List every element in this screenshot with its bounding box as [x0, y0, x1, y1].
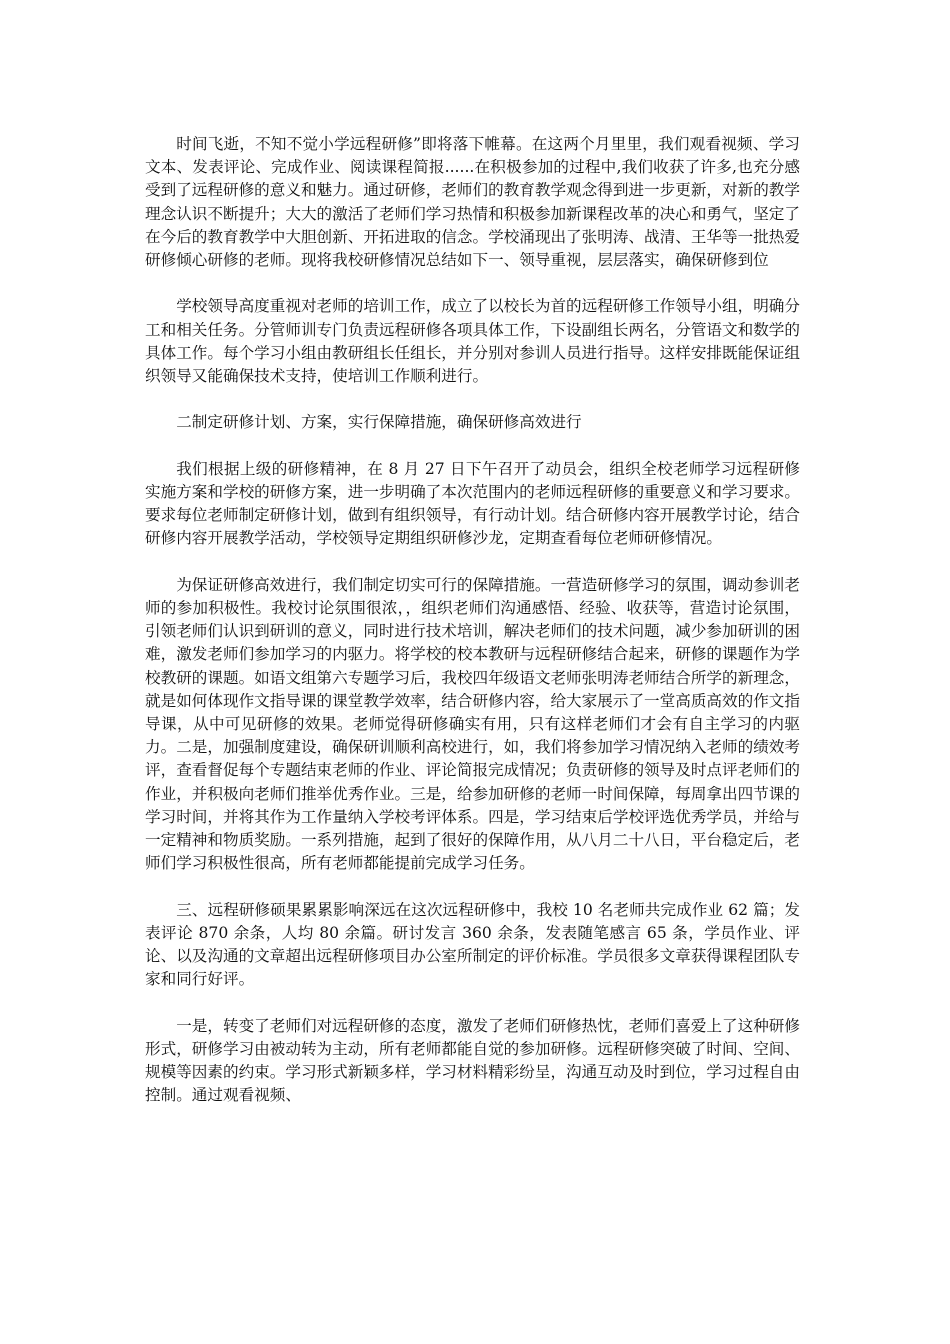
paragraph-leadership: 学校领导高度重视对老师的培训工作，成立了以校长为首的远程研修工作领导小组，明确分工和相关任务。分管师训专门负责远程研修各项具体工作，下设副组长两名，分管语文和数学的具体工作。每个学习小组由教研组长任组长，并分别对参训人员进行指导。这样安排既能保证组织领导又能确保技术支持，使培训工作顺利进行。 [145, 297, 800, 386]
paragraph-attitude: 一是，转变了老师们对远程研修的态度，激发了老师们研修热忱，老师们喜爱上了这种研修形式，研修学习由被动转为主动，所有老师都能自觉的参加研修。远程研修突破了时间、空间、规模等因素的约束。学习形式新颖多样，学习材料精彩纷呈，沟通互动及时到位，学习过程自由控制。通过观看视频、 [145, 1016, 800, 1105]
paragraph-plan: 我们根据上级的研修精神，在 8 月 27 日下午召开了动员会，组织全校老师学习远程研修实施方案和学校的研修方案，进一步明确了本次范围内的老师远程研修的重要意义和学习要求。要求每位老师制定研修计划，做到有组织领导，有行动计划。结合研修内容开展教学讨论，结合研修内容开展教学活动，学校领导定期组织研修沙龙，定期查看每位老师研修情况。 [145, 459, 800, 548]
paragraph-intro: 时间飞逝，不知不觉小学远程研修”即将落下帷幕。在这两个月里里，我们观看视频、学习文本、发表评论、完成作业、阅读课程简报......在积极参加的过程中,我们收获了许多,也充分感受到了远程研修的意义和魅力。通过研修，老师们的教育教学观念得到进一步更新，对新的教学理念认识不断提升；大大的激活了老师们学习热情和积极参加新课程改革的决心和勇气，坚定了在今后的教育教学中大胆创新、开拓进取的信念。学校涌现出了张明涛、战清、王华等一批热爱研修倾心研修的老师。现将我校研修情况总结如下一、领导重视，层层落实，确保研修到位 [145, 135, 800, 270]
section-heading-plan: 二制定研修计划、方案，实行保障措施，确保研修高效进行 [176, 413, 582, 432]
paragraph-results: 三、远程研修硕果累累影响深远在这次远程研修中，我校 10 名老师共完成作业 62 篇；发表评论 870 余条，人均 80 余篇。研讨发言 360 余条，发表随笔感言 65 条，学员作业、评论、以及沟通的文章超出远程研修项目办公室所制定的评价标准。学员很多文章获得课程团队专家和同行好评。 [145, 900, 800, 989]
paragraph-measures: 为保证研修高效进行，我们制定切实可行的保障措施。一营造研修学习的氛围，调动参训老师的参加积极性。我校讨论氛围很浓，，组织老师们沟通感悟、经验、收获等，营造讨论氛围，引领老师们认识到研训的意义，同时进行技术培训，解决老师们的技术问题，减少参加研训的困难，激发老师们参加学习的内驱力。将学校的校本教研与远程研修结合起来，研修的课题作为学校教研的课题。如语文组第六专题学习后，我校四年级语文老师张明涛老师结合所学的新理念，就是如何体现作文指导课的课堂教学效率，结合研修内容，给大家展示了一堂高质高效的作文指导课，从中可见研修的效果。老师觉得研修确实有用，只有这样老师们才会有自主学习的内驱力。二是，加强制度建设，确保研训顺利高校进行，如，我们将参加学习情况纳入老师的绩效考评，查看督促每个专题结束老师的作业、评论简报完成情况；负责研修的领导及时点评老师们的作业，并积极向老师们推举优秀作业。三是，给参加研修的老师一时间保障，每周拿出四节课的学习时间，并将其作为工作量纳入学校考评体系。四是，学习结束后学校评选优秀学员，并给与一定精神和物质奖励。一系列措施，起到了很好的保障作用，从八月二十八日，平台稳定后，老师们学习积极性很高，所有老师都能提前完成学习任务。 [145, 575, 800, 873]
document-page [145, 133, 800, 1131]
